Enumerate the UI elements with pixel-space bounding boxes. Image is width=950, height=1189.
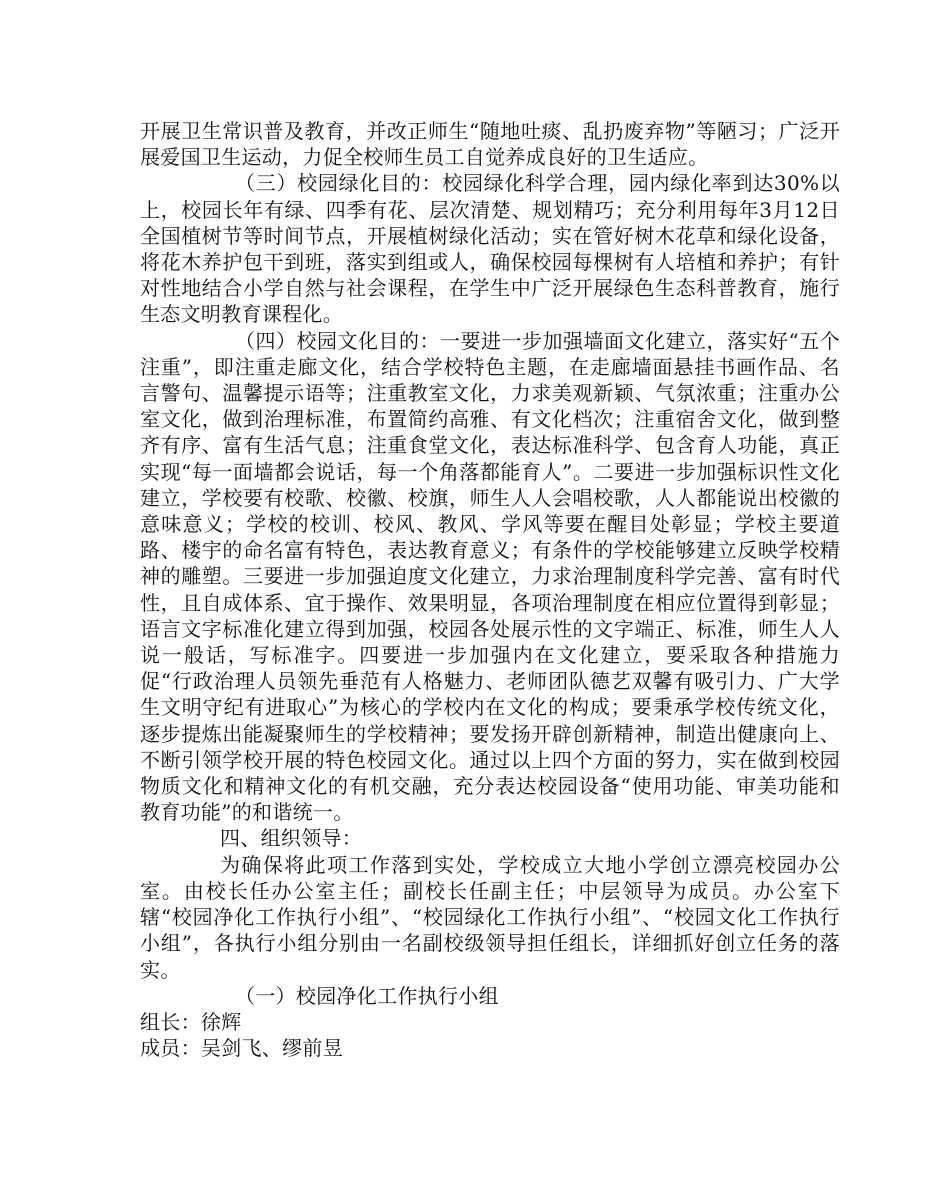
section-heading-organization: 四、组织领导： — [220, 826, 363, 851]
subheading-cleaning-group: （一）校园净化工作执行小组 — [235, 983, 499, 1008]
paragraph-organization-details: 为确保将此项工作落到实处，学校成立大地小学创立漂亮校园办公室。由校长任办公室主任；副校长任副主任；中层领导为成员。办公室下辖“校园净化工作执行小组”、“校园绿化工作执行小组”、“校园文化工作执行小组”，各执行小组分别由一名副校级领导担任组长，详细抓好创立任务的落实。 — [140, 852, 840, 982]
group-members-line: 成员：吴剑飞、缪前昱 — [140, 1036, 343, 1061]
paragraph-greening-goal: （三）校园绿化目的：校园绿化科学合理，园内绿化率到达30%以上，校园长年有绿、四季有花、层次清楚、规划精巧；充分利用每年3月12日全国植树节等时间节点，开展植树绿化活动；实在管好树木花草和绿化设备，将花木养护包干到班，落实到组或人，确保校园每棵树有人培植和养护；有针对性地结合小学自然与社会课程，在学生中广泛开展绿色生态科普教育，施行生态文明教育课程化。 — [140, 171, 840, 327]
document-page — [140, 118, 840, 1061]
paragraph-culture-goal: （四）校园文化目的：一要进一步加强墙面文化建立，落实好“五个注重”，即注重走廊文化，结合学校特色主题，在走廊墙面悬挂书画作品、名言警句、温馨提示语等；注重教室文化，力求美观新颖、气氛浓重；注重办公室文化，做到治理标准，布置简约高雅、有文化档次；注重宿舍文化，做到整齐有序、富有生活气息；注重食堂文化，表达标准科学、包含育人功能，真正实现“每一面墙都会说话，每一个角落都能育人”。二要进一步加强标识性文化建立，学校要有校歌、校徽、校旗，师生人人会唱校歌，人人都能说出校徽的意味意义；学校的校训、校风、教风、学风等要在醒目处彰显；学校主要道路、楼宇的命名富有特色，表达教育意义；有条件的学校能够建立反映学校精神的雕塑。三要进一步加强迫度文化建立，力求治理制度科学完善、富有时代性，且自成体系、宜于操作、效果明显，各项治理制度在相应位置得到彰显；语言文字标准化建立得到加强，校园各处展示性的文字端正、标准，师生人人说一般话，写标准字。四要进一步加强内在文化建立，要采取各种措施力促“行政治理人员领先垂范有人格魅力、老师团队德艺双馨有吸引力、广大学生文明守纪有进取心”为核心的学校内在文化的构成；要秉承学校传统文化，逐步提炼出能凝聚师生的学校精神；要发扬开辟创新精神，制造出健康向上、不断引领学校开展的特色校园文化。通过以上四个方面的努力，实在做到校园物质文化和精神文化的有机交融，充分表达校园设备“使用功能、审美功能和教育功能”的和谐统一。 — [140, 328, 840, 825]
group-leader-line: 组长：徐辉 — [140, 1009, 242, 1034]
paragraph-hygiene-education: 开展卫生常识普及教育，并改正师生“随地吐痰、乱扔废弃物”等陋习；广泛开展爱国卫生运动，力促全校师生员工自觉养成良好的卫生适应。 — [140, 119, 840, 170]
